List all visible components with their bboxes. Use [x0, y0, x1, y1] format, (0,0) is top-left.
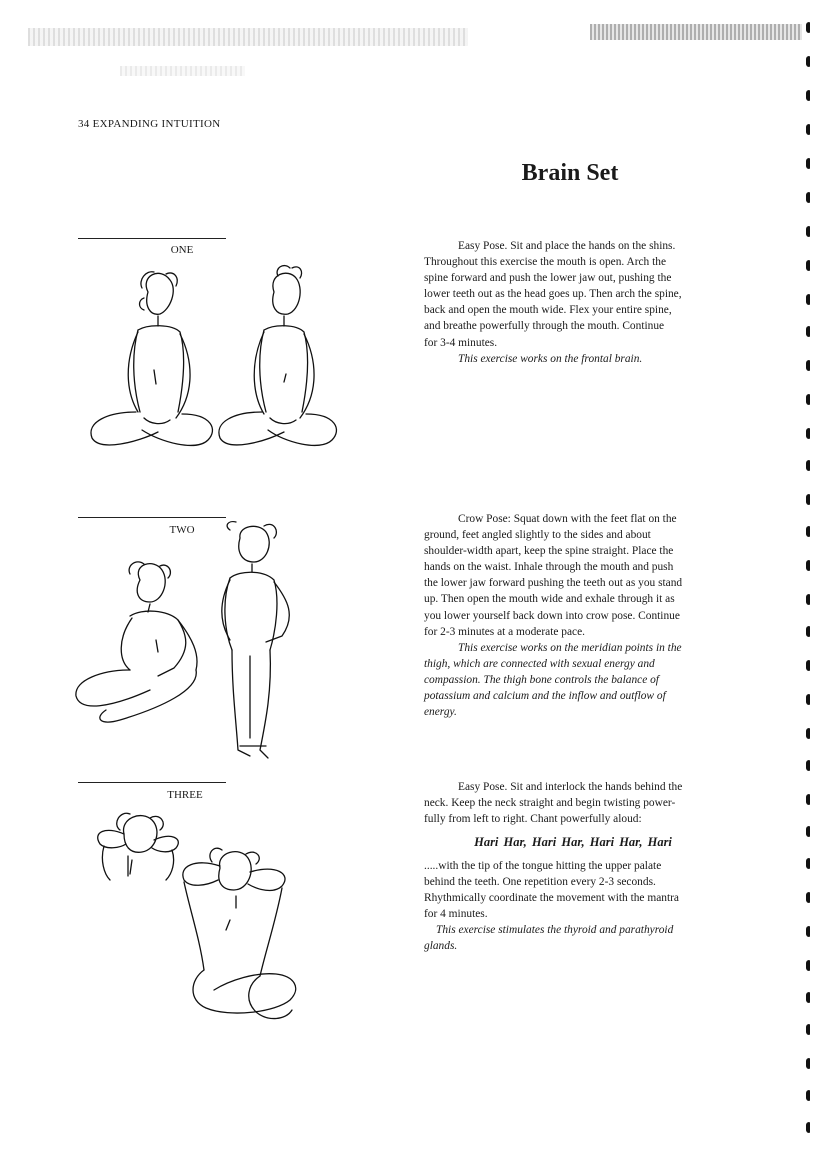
binding-hole: [806, 594, 810, 605]
page-title: Brain Set: [521, 160, 619, 186]
mantra-line: Hari Har, Hari Har, Hari Har, Hari: [474, 835, 672, 849]
text-line: up. Then open the mouth wide and exhale through it as: [424, 593, 675, 606]
running-head: 34 EXPANDING INTUITION: [78, 118, 221, 130]
exercise-label-three: THREE: [167, 789, 203, 801]
bleed-through-smudge: [120, 66, 245, 76]
binding-hole: [806, 826, 810, 837]
exercise-one-text: [424, 238, 722, 367]
text-line: and breathe powerfully through the mouth. Continue: [424, 320, 665, 333]
text-line: .....with the tip of the tongue hitting the upper palate: [424, 860, 662, 872]
exercise-note: This exercise works on the frontal brain.: [458, 352, 643, 365]
binding-hole: [806, 694, 810, 705]
exercise-label-two: TWO: [169, 524, 195, 536]
binding-hole: [806, 892, 810, 903]
text-line: hands on the waist. Inhale through the mouth and push: [424, 561, 674, 574]
binding-hole: [806, 394, 810, 405]
binding-hole: [806, 494, 810, 505]
exercise-three-text-continued: [424, 858, 722, 955]
text-line: Easy Pose. Sit and interlock the hands behind the: [458, 781, 683, 793]
binding-hole: [806, 158, 810, 169]
exercise-two-text: [424, 511, 722, 720]
binding-hole: [806, 294, 810, 305]
binding-hole: [806, 1024, 810, 1035]
exercise-note: thigh, which are connected with sexual energy and: [424, 657, 655, 670]
exercise-note: This exercise stimulates the thyroid and parathyroid: [436, 924, 674, 937]
exercise-note: This exercise works on the meridian points in the: [458, 641, 682, 654]
figure-neck-twist: [80, 800, 310, 1040]
bleed-through-smudge: [590, 24, 802, 40]
exercise-note: potassium and calcium and the inflow and outflow of: [424, 690, 666, 703]
text-line: neck. Keep the neck straight and begin twisting power-: [424, 797, 676, 810]
section-rule: [78, 517, 226, 518]
binding-hole: [806, 794, 810, 805]
text-line: for 2-3 minutes at a moderate pace.: [424, 625, 585, 638]
binding-hole: [806, 526, 810, 537]
text-line: Rhythmically coordinate the movement with the mantra: [424, 892, 679, 905]
text-line: you lower yourself back down into crow pose. Continue: [424, 609, 680, 622]
binding-hole: [806, 626, 810, 637]
figure-easy-pose-arch: [78, 262, 358, 462]
text-line: Crow Pose: Squat down with the feet flat on the: [458, 513, 677, 525]
binding-hole: [806, 22, 810, 33]
exercise-note: compassion. The thigh bone controls the balance of: [424, 673, 659, 686]
text-line: spine forward and push the lower jaw out, pushing the: [424, 272, 672, 285]
binding-hole: [806, 326, 810, 337]
section-rule: [78, 238, 226, 239]
text-line: shoulder-width apart, keep the spine straight. Place the: [424, 545, 674, 558]
text-line: ground, feet angled slightly to the sides and about: [424, 529, 651, 542]
binding-hole: [806, 124, 810, 135]
binding-hole: [806, 858, 810, 869]
binding-hole: [806, 926, 810, 937]
binding-holes: [800, 0, 827, 1170]
text-line: lower teeth out as the head goes up. Then arch the spine,: [424, 288, 682, 301]
binding-hole: [806, 56, 810, 67]
binding-hole: [806, 560, 810, 571]
text-line: for 4 minutes.: [424, 908, 488, 921]
exercise-note: energy.: [424, 706, 457, 719]
text-line: Throughout this exercise the mouth is open. Arch the: [424, 256, 667, 269]
section-rule: [78, 782, 226, 783]
bleed-through-smudge: [28, 28, 468, 46]
text-line: back and open the mouth wide. Flex your entire spine,: [424, 304, 672, 317]
binding-hole: [806, 728, 810, 739]
binding-hole: [806, 960, 810, 971]
exercise-note: glands.: [424, 940, 458, 953]
text-line: fully from left to right. Chant powerfully aloud:: [424, 813, 642, 826]
binding-hole: [806, 760, 810, 771]
binding-hole: [806, 1058, 810, 1069]
binding-hole: [806, 1090, 810, 1101]
exercise-three-text: [424, 779, 722, 827]
binding-hole: [806, 992, 810, 1003]
text-line: behind the teeth. One repetition every 2-3 seconds.: [424, 876, 656, 889]
binding-hole: [806, 226, 810, 237]
text-line: for 3-4 minutes.: [424, 336, 498, 349]
binding-hole: [806, 192, 810, 203]
binding-hole: [806, 660, 810, 671]
binding-hole: [806, 90, 810, 101]
binding-hole: [806, 260, 810, 271]
text-line: Easy Pose. Sit and place the hands on the shins.: [458, 240, 676, 252]
binding-hole: [806, 1122, 810, 1133]
binding-hole: [806, 460, 810, 471]
exercise-label-one: ONE: [170, 244, 194, 256]
binding-hole: [806, 428, 810, 439]
binding-hole: [806, 360, 810, 371]
figure-crow-pose: [70, 520, 310, 770]
text-line: the lower jaw forward pushing the teeth out as you stand: [424, 577, 683, 590]
